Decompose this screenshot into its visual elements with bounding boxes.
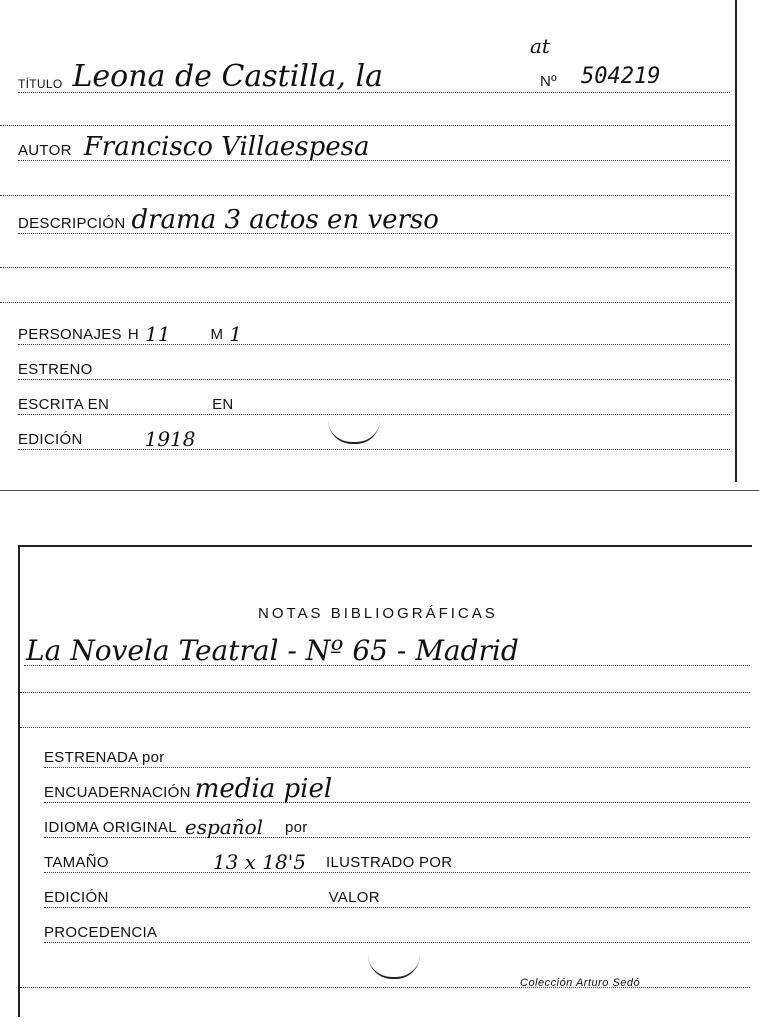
collection-credit: Colección Arturo Sedó [520,977,641,989]
edicion-back-row [44,883,750,908]
tamano-value: 13 x 18'5 [212,850,306,874]
tamano-row [44,848,750,873]
numero-mark: at [530,34,550,58]
autor-row [18,132,730,162]
personajes-label: PERSONAJES [18,326,122,343]
personajes-h-label: H [127,326,140,343]
encuadernacion-label: ENCUADERNACIÓN [44,784,191,801]
personajes-h-value: 11 [145,322,171,346]
notas-heading: NOTAS BIBLIOGRÁFICAS [258,605,498,622]
titulo-value: Leona de Castilla, la [72,59,383,94]
descripcion-label: DESCRIPCIÓN [18,215,126,232]
estreno-label: ESTRENO [18,361,93,378]
escrita-row [18,390,730,415]
blank-rule [20,987,750,988]
encuadernacion-value: media piel [194,774,333,804]
idioma-label: IDIOMA ORIGINAL [44,819,177,836]
estrenada-row [44,743,750,768]
idioma-row [44,813,750,838]
blank-rule [20,692,750,693]
blank-rule [0,302,730,303]
autor-label: AUTOR [18,142,72,159]
numero-value: 504219 [581,64,661,89]
edicion-value: 1918 [144,427,196,451]
encuadernacion-row [44,774,750,804]
personajes-m-value: 1 [229,322,242,346]
blank-rule [20,727,750,728]
estrenada-label: ESTRENADA por [44,749,165,766]
por-label: por [285,819,308,836]
edicion-back-label: EDICIÓN [44,889,109,906]
numero-label: Nº [540,73,557,90]
personajes-m-label: M [210,326,224,343]
descripcion-row [18,205,730,235]
notas-value: La Novela Teatral - Nº 65 - Madrid [26,634,519,667]
escrita-en-label: ESCRITA EN [18,396,110,413]
personajes-row [18,320,730,345]
procedencia-label: PROCEDENCIA [44,924,158,941]
card-hole-notch [368,955,420,979]
ilustrado-label: ILUSTRADO POR [325,854,453,871]
blank-rule [0,125,730,126]
procedencia-row [44,918,750,943]
blank-rule [0,195,730,196]
estreno-row [18,355,730,380]
catalog-card-back [18,545,752,1017]
valor-label: VALOR [328,889,380,906]
blank-rule [0,267,730,268]
page-divider [0,490,759,491]
descripcion-value: drama 3 actos en verso [131,205,439,235]
tamano-label: TAMAÑO [44,854,109,871]
edicion-label: EDICIÓN [18,431,83,448]
catalog-card-front [0,0,737,482]
idioma-value: español [184,815,264,839]
autor-value: Francisco Villaespesa [83,132,370,162]
notas-row [24,634,750,667]
en-label: EN [212,396,234,413]
titulo-label: TÍTULO [18,77,63,91]
